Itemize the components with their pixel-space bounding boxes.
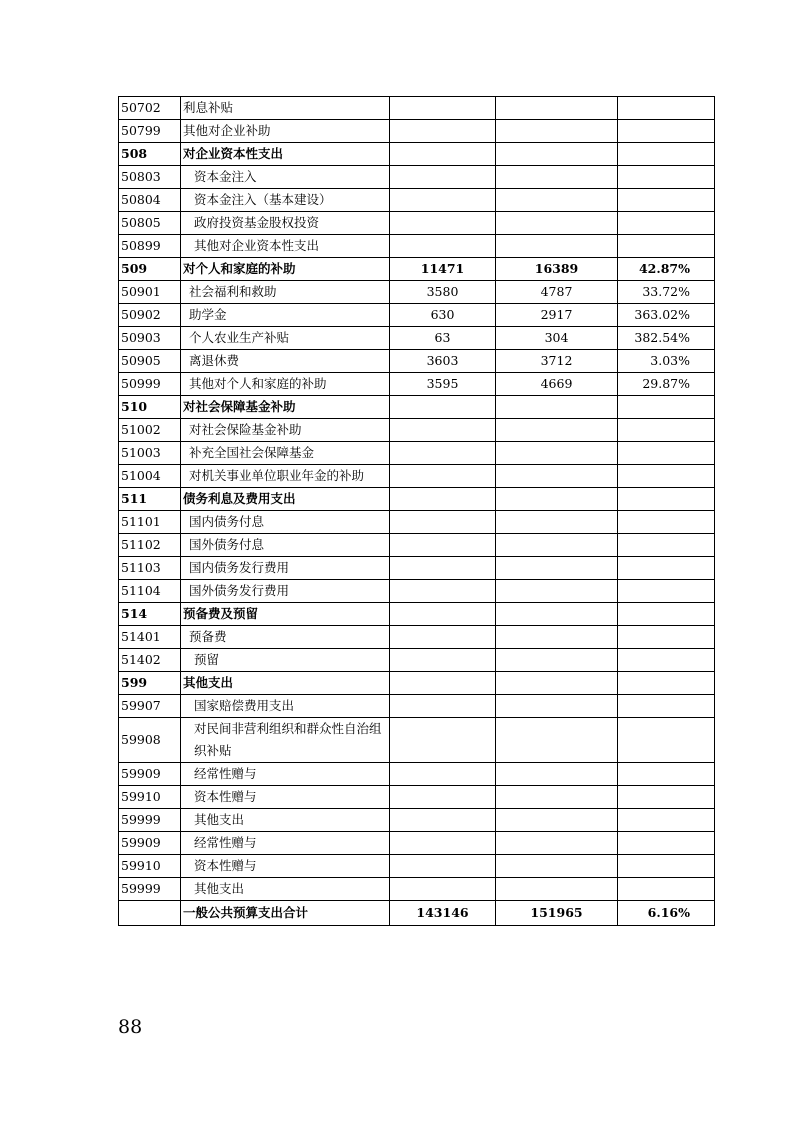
row-name: 补充全国社会保障基金 [181,442,390,465]
row-value-1 [390,488,496,511]
row-name: 资本性赠与 [181,786,390,809]
row-growth-pct [618,580,715,603]
row-name: 政府投资基金股权投资 [181,212,390,235]
row-value-1 [390,396,496,419]
row-code: 51402 [119,649,181,672]
row-value-2 [496,189,618,212]
row-code: 50905 [119,350,181,373]
row-growth-pct [618,143,715,166]
row-value-2 [496,603,618,626]
row-value-1 [390,603,496,626]
row-value-2 [496,786,618,809]
row-value-1 [390,534,496,557]
row-value-1: 630 [390,304,496,327]
row-growth-pct [618,166,715,189]
table-row [119,442,715,465]
row-value-1: 63 [390,327,496,350]
row-value-2 [496,763,618,786]
row-value-1: 11471 [390,258,496,281]
row-value-2 [496,396,618,419]
row-value-1 [390,855,496,878]
row-value-1: 3580 [390,281,496,304]
row-value-2 [496,235,618,258]
row-code: 51102 [119,534,181,557]
table-row [119,786,715,809]
row-value-1 [390,672,496,695]
row-value-1 [390,143,496,166]
row-value-2 [496,672,618,695]
row-code: 51003 [119,442,181,465]
row-growth-pct: 29.87% [618,373,715,396]
row-name: 个人农业生产补贴 [181,327,390,350]
table-row [119,166,715,189]
row-value-2 [496,809,618,832]
row-name: 资本金注入 [181,166,390,189]
row-growth-pct [618,672,715,695]
row-code: 50803 [119,166,181,189]
budget-expenditure-table [118,96,715,926]
row-name: 助学金 [181,304,390,327]
row-code: 50799 [119,120,181,143]
row-value-1 [390,809,496,832]
row-name: 国内债务发行费用 [181,557,390,580]
row-value-1 [390,832,496,855]
row-growth-pct [618,465,715,488]
row-code: 59910 [119,786,181,809]
row-value-2 [496,557,618,580]
row-growth-pct [618,649,715,672]
row-value-2 [496,832,618,855]
row-code: 599 [119,672,181,695]
table-row [119,534,715,557]
row-growth-pct [618,786,715,809]
row-value-2 [496,488,618,511]
row-code: 511 [119,488,181,511]
table-row [119,511,715,534]
row-growth-pct [618,763,715,786]
row-value-2 [496,534,618,557]
table-row [119,878,715,901]
row-value-1 [390,511,496,534]
row-name: 其他对个人和家庭的补助 [181,373,390,396]
row-value-2 [496,465,618,488]
row-value-2 [496,120,618,143]
table-row [119,465,715,488]
row-value-1 [390,557,496,580]
table-row [119,304,715,327]
row-value-2 [496,855,618,878]
row-value-2 [496,511,618,534]
row-name: 社会福利和救助 [181,281,390,304]
row-name: 其他对企业补助 [181,120,390,143]
row-value-1 [390,97,496,120]
row-code: 59999 [119,809,181,832]
row-growth-pct [618,626,715,649]
row-value-1 [390,166,496,189]
row-value-1 [390,419,496,442]
row-value-1 [390,718,496,763]
row-code: 51401 [119,626,181,649]
table-row [119,189,715,212]
row-code: 59910 [119,855,181,878]
table-row-total [119,901,715,926]
row-growth-pct [618,189,715,212]
row-growth-pct [618,878,715,901]
row-name: 经常性赠与 [181,832,390,855]
table-row [119,212,715,235]
row-growth-pct [618,855,715,878]
table-row-category [119,396,715,419]
row-name: 对企业资本性支出 [181,143,390,166]
row-value-2 [496,580,618,603]
row-value-2: 4669 [496,373,618,396]
row-growth-pct [618,832,715,855]
table-row [119,120,715,143]
row-name: 国外债务付息 [181,534,390,557]
row-name: 对社会保障基金补助 [181,396,390,419]
row-value-2: 4787 [496,281,618,304]
row-growth-pct: 33.72% [618,281,715,304]
table-row-category [119,603,715,626]
table-row [119,626,715,649]
row-name: 对民间非营利组织和群众性自治组织补贴 [181,718,390,763]
row-name: 对社会保险基金补助 [181,419,390,442]
row-value-2 [496,419,618,442]
row-growth-pct [618,534,715,557]
row-value-1 [390,235,496,258]
row-growth-pct: 363.02% [618,304,715,327]
row-growth-pct [618,97,715,120]
row-value-1 [390,786,496,809]
row-growth-pct [618,603,715,626]
row-growth-pct: 42.87% [618,258,715,281]
row-name: 对机关事业单位职业年金的补助 [181,465,390,488]
row-value-2 [496,695,618,718]
row-code: 50805 [119,212,181,235]
row-code: 510 [119,396,181,419]
row-value-2 [496,97,618,120]
row-growth-pct [618,695,715,718]
row-code: 59909 [119,832,181,855]
row-name: 其他支出 [181,809,390,832]
table-row [119,809,715,832]
table-row [119,695,715,718]
row-name: 债务利息及费用支出 [181,488,390,511]
row-growth-pct [618,120,715,143]
table-row [119,327,715,350]
row-name: 其他支出 [181,672,390,695]
table-row-category [119,672,715,695]
row-growth-pct [618,557,715,580]
table-row-category [119,488,715,511]
row-name: 资本金注入（基本建设） [181,189,390,212]
row-code: 514 [119,603,181,626]
row-value-1 [390,580,496,603]
row-name: 国家赔偿费用支出 [181,695,390,718]
row-code: 51004 [119,465,181,488]
row-value-1 [390,189,496,212]
row-growth-pct [618,212,715,235]
row-value-1 [390,212,496,235]
row-value-2 [496,718,618,763]
row-growth-pct [618,718,715,763]
row-growth-pct [618,396,715,419]
row-code: 59908 [119,718,181,763]
row-growth-pct: 382.54% [618,327,715,350]
table-row [119,580,715,603]
row-code: 51104 [119,580,181,603]
row-value-2 [496,442,618,465]
row-growth-pct [618,488,715,511]
table-row [119,832,715,855]
row-code: 509 [119,258,181,281]
row-code: 50901 [119,281,181,304]
row-value-1: 3603 [390,350,496,373]
table-row-category [119,258,715,281]
row-code: 51101 [119,511,181,534]
row-name: 国外债务发行费用 [181,580,390,603]
table-row [119,419,715,442]
row-code: 508 [119,143,181,166]
row-growth-pct [618,419,715,442]
table-row [119,718,715,763]
table-row [119,855,715,878]
table-row [119,281,715,304]
table-row [119,649,715,672]
row-value-2: 151965 [496,901,618,926]
row-growth-pct [618,511,715,534]
row-value-2: 2917 [496,304,618,327]
row-growth-pct [618,809,715,832]
row-value-1 [390,695,496,718]
row-value-1 [390,626,496,649]
row-code: 51103 [119,557,181,580]
row-name: 资本性赠与 [181,855,390,878]
row-growth-pct [618,442,715,465]
row-code: 50804 [119,189,181,212]
row-name: 利息补贴 [181,97,390,120]
table-row-category [119,143,715,166]
row-value-1 [390,878,496,901]
row-value-2 [496,878,618,901]
row-value-1 [390,442,496,465]
row-code: 50999 [119,373,181,396]
row-code: 51002 [119,419,181,442]
row-code: 50899 [119,235,181,258]
row-name: 一般公共预算支出合计 [181,901,390,926]
row-code: 50903 [119,327,181,350]
row-value-2: 304 [496,327,618,350]
row-code: 59999 [119,878,181,901]
row-value-2: 16389 [496,258,618,281]
row-value-2 [496,649,618,672]
row-name: 其他支出 [181,878,390,901]
row-code: 50702 [119,97,181,120]
row-code [119,901,181,926]
row-value-1: 3595 [390,373,496,396]
table-row [119,350,715,373]
row-code: 50902 [119,304,181,327]
table-row [119,557,715,580]
row-value-2 [496,143,618,166]
row-value-2 [496,626,618,649]
row-growth-pct [618,235,715,258]
row-value-2: 3712 [496,350,618,373]
table-row [119,97,715,120]
row-value-1 [390,763,496,786]
table-row [119,763,715,786]
row-name: 对个人和家庭的补助 [181,258,390,281]
row-code: 59907 [119,695,181,718]
row-name: 预备费及预留 [181,603,390,626]
row-value-1: 143146 [390,901,496,926]
row-growth-pct: 3.03% [618,350,715,373]
row-value-2 [496,166,618,189]
row-value-2 [496,212,618,235]
row-name: 预留 [181,649,390,672]
page-number: 88 [118,1016,143,1038]
row-name: 国内债务付息 [181,511,390,534]
table-row [119,235,715,258]
row-growth-pct: 6.16% [618,901,715,926]
row-name: 其他对企业资本性支出 [181,235,390,258]
row-name: 离退休费 [181,350,390,373]
row-name: 经常性赠与 [181,763,390,786]
row-value-1 [390,465,496,488]
table-row [119,373,715,396]
row-value-1 [390,120,496,143]
row-value-1 [390,649,496,672]
row-code: 59909 [119,763,181,786]
row-name: 预备费 [181,626,390,649]
